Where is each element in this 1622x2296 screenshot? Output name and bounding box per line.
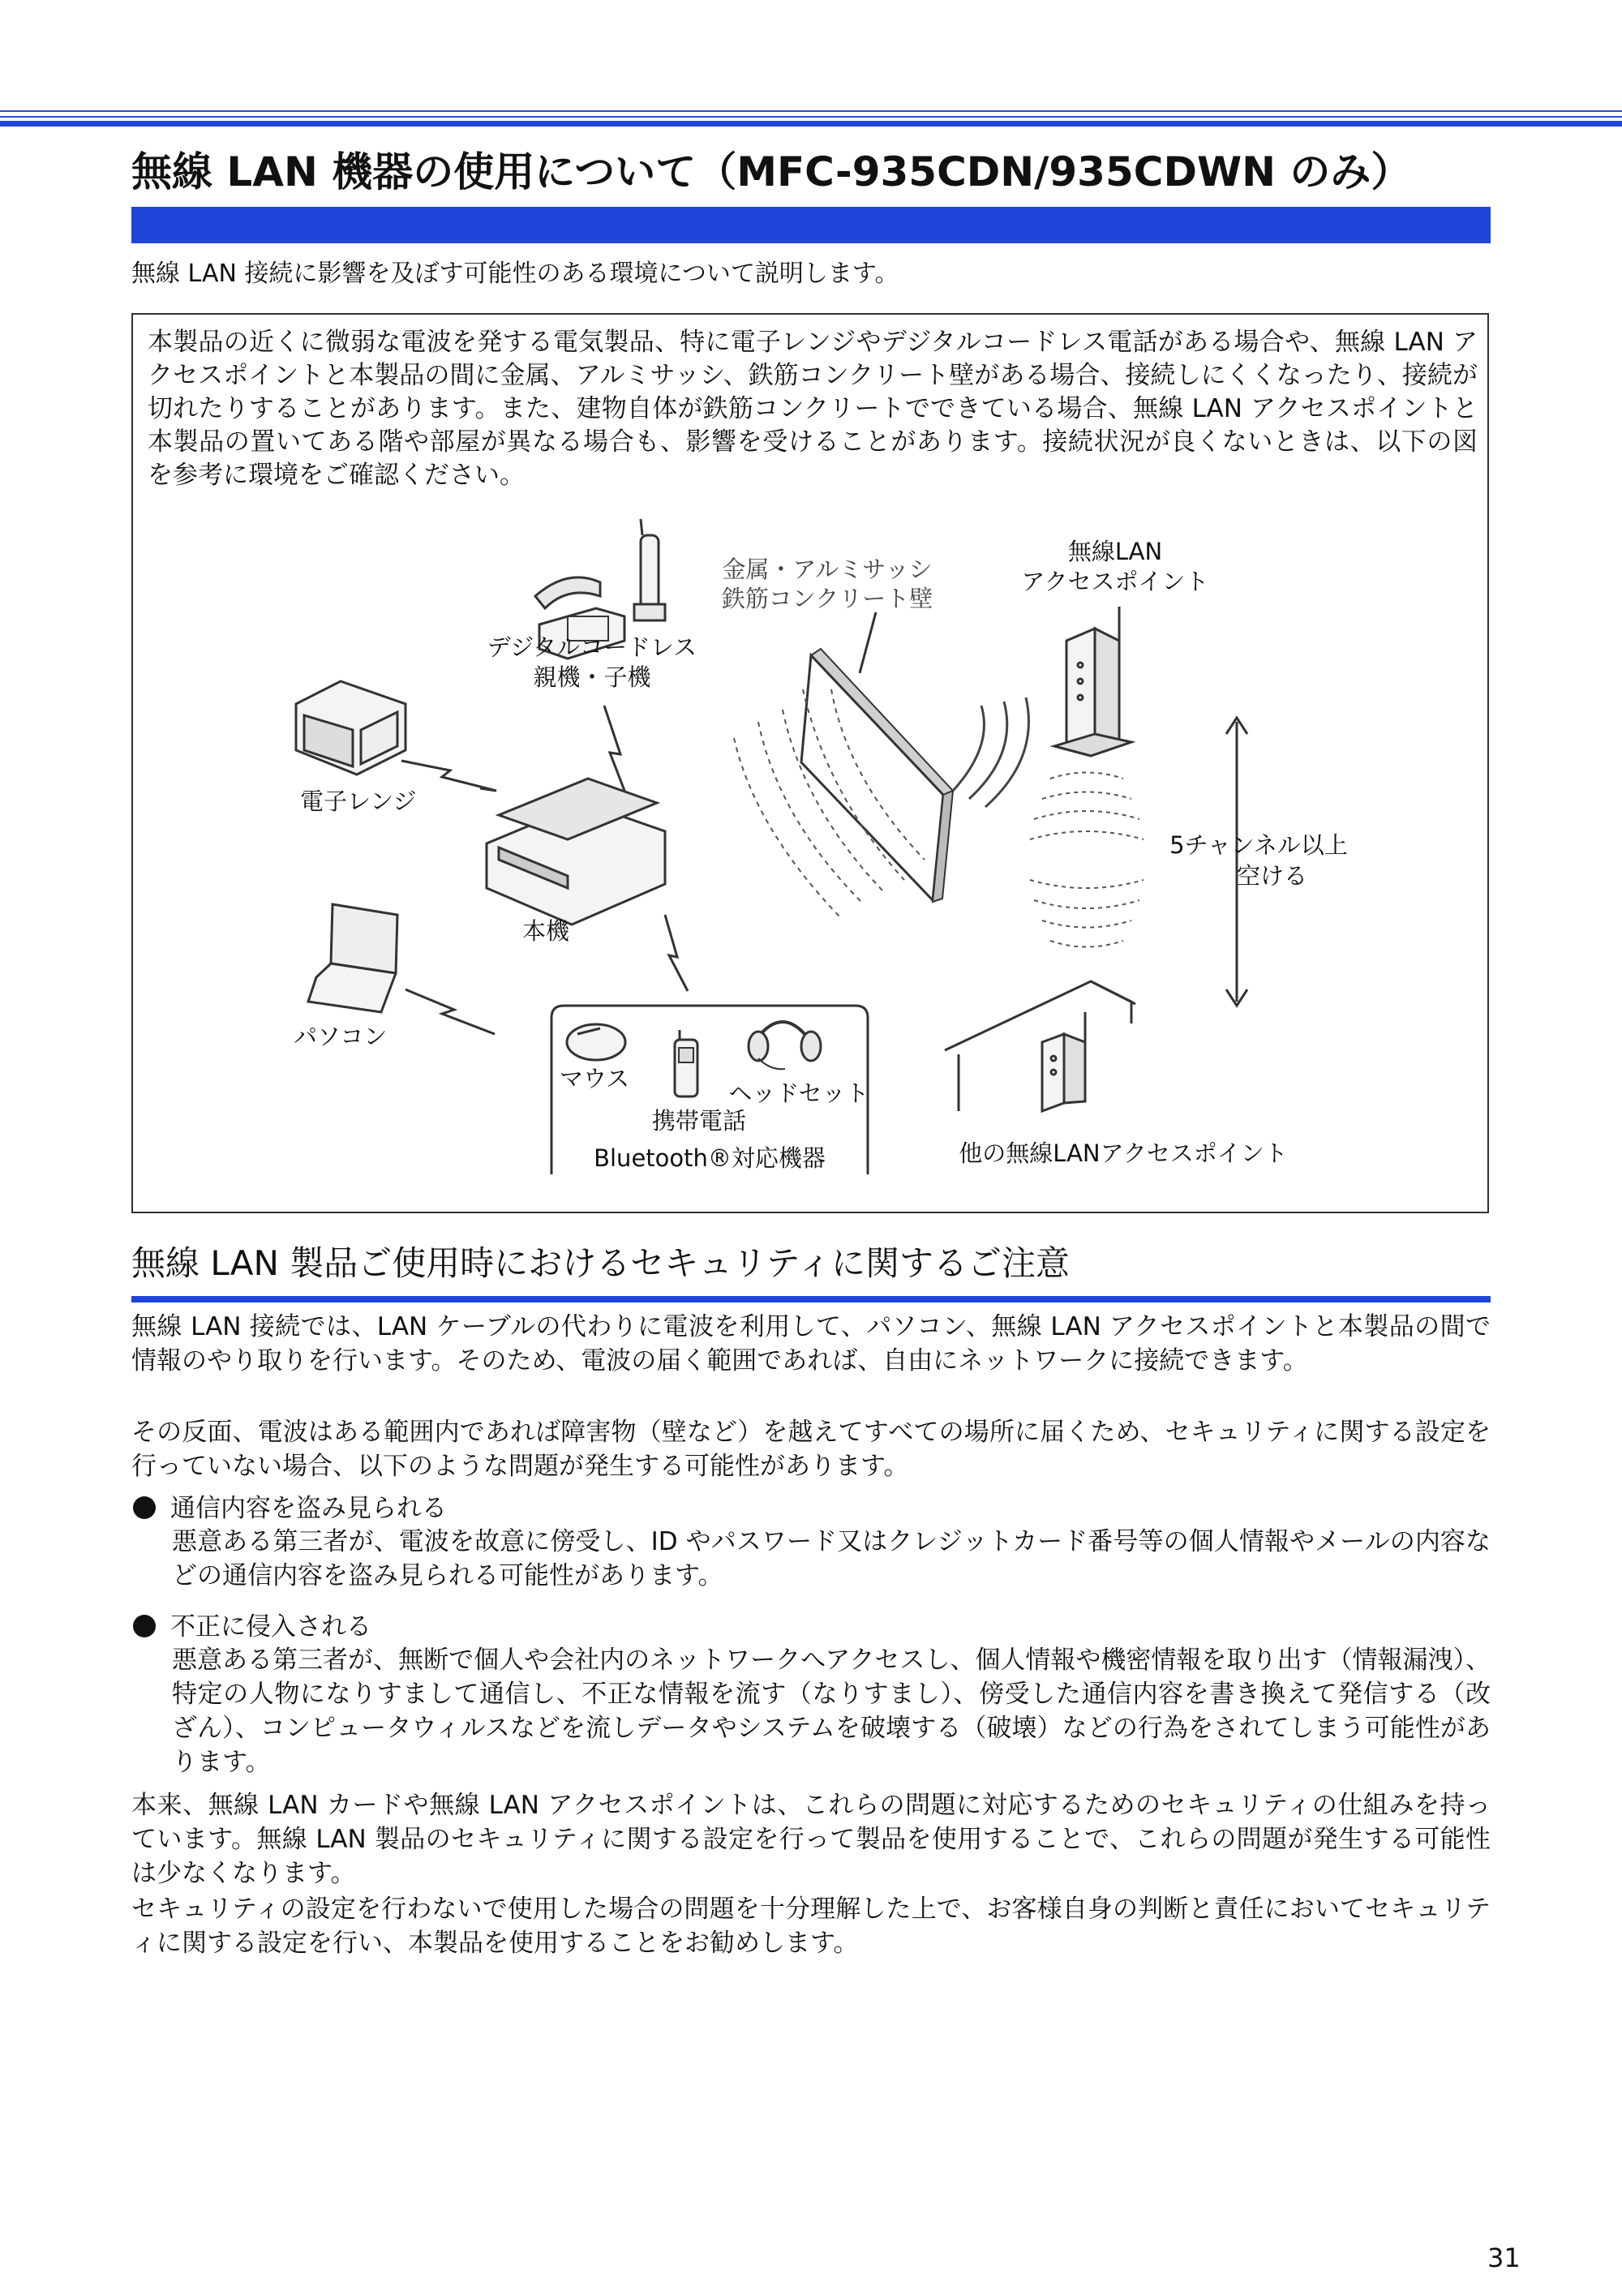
bullet-item [131,1606,371,1642]
title-bar [131,207,1491,243]
page-number: 31 [1487,2242,1521,2273]
page-title: 無線 LAN 機器の使用について（MFC-935CDN/935CDWN のみ） [131,148,1412,195]
wall-label-1: 金属・アルミサッシ [722,556,933,583]
radio-waves [734,689,925,916]
microwave-icon [296,681,406,775]
access-point-label-1: 無線LAN [1067,538,1163,565]
security-paragraph-1: 無線 LAN 接続では、LAN ケーブルの代わりに電波を利用して、パソコン、無線 LAN アクセスポイントと本製品の間で情報のやり取りを行います。そのため、電波の届く範囲であれば、自由にネットワークに接続できます。 [131,1312,1491,1375]
headset-label: ヘッドセット [728,1079,869,1107]
concrete-wall-edge [933,791,953,902]
main-unit-label: 本機 [521,917,570,945]
house-icon [945,981,1135,1111]
header-rule [0,110,1622,112]
pc-label: パソコン [294,1023,388,1050]
pc-icon [308,904,397,1012]
cordless-phone-label [487,633,697,691]
access-point-icon [1054,607,1131,756]
header-rule [0,121,1622,127]
microwave-label: 電子レンジ [300,788,417,815]
wall-pointer [860,612,876,673]
interference-bolt [665,915,688,991]
security-paragraph-3: 本来、無線 LAN カードや無線 LAN アクセスポイントは、これらの問題に対応するためのセキュリティの仕組みを持っています。無線 LAN 製品のセキュリティに関する設定を行って製品を使用することで、これらの問題が発生する可能性は少なくなります。 [131,1791,1491,1888]
wall-label-2: 鉄筋コンクリート壁 [721,585,933,612]
bluetooth-devices-label: Bluetooth®対応機器 [594,1144,826,1172]
channel-gap-label-2: 空ける [1237,862,1308,890]
security-heading: 無線 LAN 製品ご使用時におけるセキュリティに関するご注意 [131,1243,1071,1283]
bullet-body: 悪意ある第三者が、無断で個人や会社内のネットワークへアクセスし、個人情報や機密情報を取り出す（情報漏洩）、特定の人物になりすまして通信し、不正な情報を流す（なりすまし）、傍受した通信内容を書き換えて発信する（改ざん）、コンピュータウィルスなどを流しデータやシステムを破壊する（破壊）などの行為をされてしまう可能性があります。 [172,1646,1491,1777]
cordless-phone-label-2: 親機・子機 [533,663,651,691]
bullet-title: 不正に侵入される [170,1612,371,1642]
bullet-title: 通信内容を盗み見られる [170,1494,447,1523]
security-paragraph-4: セキュリティの設定を行わないで使用した場合の問題を十分理解した上で、お客様自身の判断と責任においてセキュリティに関する設定を行い、本製品を使用することをお勧めします。 [131,1895,1491,1958]
radio-waves [953,697,1028,807]
bullet-dot-icon [133,1496,156,1519]
other-access-point-label: 他の無線LANアクセスポイント [959,1139,1288,1167]
radio-waves [1030,773,1144,947]
access-point-label-2: アクセスポイント [1021,568,1209,595]
cordless-phone-label-1: デジタルコードレス [487,633,697,661]
bullet-dot-icon [133,1615,156,1637]
bullet-body: 悪意ある第三者が、電波を故意に傍受し、ID やパスワード又はクレジットカード番号等の個人情報やメールの内容などの通信内容を盗み見られる可能性があります。 [172,1527,1491,1590]
mobile-phone-icon [675,1030,697,1097]
mouse-icon [567,1024,625,1060]
interference-bolt [604,706,626,795]
concrete-wall [801,655,943,900]
header-rule [0,116,1622,118]
intro-text: 無線 LAN 接続に影響を及ぼす可能性のある環境について説明します。 [131,260,899,288]
main-unit-icon [487,779,665,925]
channel-gap-label-1: 5チャンネル以上 [1169,831,1348,859]
security-heading-bar [131,1296,1491,1302]
bullet-item [131,1487,447,1524]
interference-bolt [401,761,496,791]
mouse-label: マウス [560,1065,630,1092]
headset-icon [749,1022,821,1069]
mobile-phone-label: 携帯電話 [651,1107,747,1135]
security-paragraph-2: その反面、電波はある範囲内であれば障害物（壁など）を越えてすべての場所に届くため、セキュリティに関する設定を行っていない場合、以下のような問題が発生する可能性があります。 [131,1418,1491,1481]
wireless-interference-diagram [133,503,1487,1208]
interference-bolt [406,989,495,1034]
other-access-point-icon [1042,1012,1085,1111]
notice-text: 本製品の近くに微弱な電波を発する電気製品、特に電子レンジやデジタルコードレス電話がある場合や、無線 LAN アクセスポイントと本製品の間に金属、アルミサッシ、鉄筋コンクリート壁がある場合、接続しにくくなったり、接続が切れたりすることがあります。また、建物自体が鉄筋コンクリートでできている場合、無線 LAN アクセスポイントと本製品の置いてある階や部屋が異なる場合も、影響を受けることがあります。接続状況が良くないときは、以下の図を参考に環境をご確認ください。 [148,328,1478,490]
